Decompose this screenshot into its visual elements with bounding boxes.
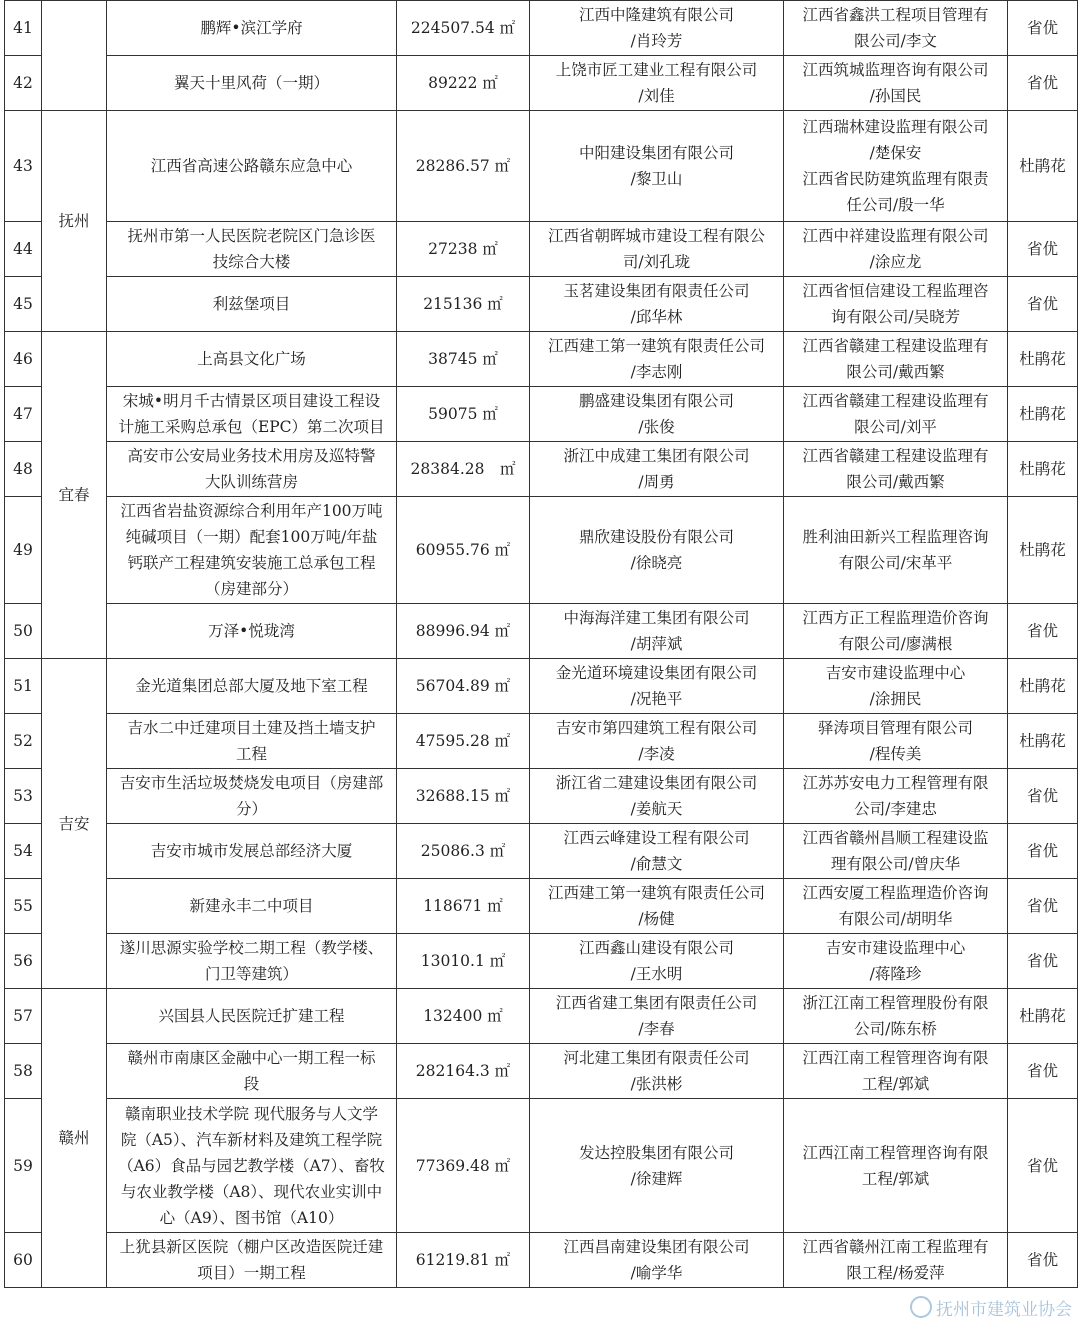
construction-company-line: 中阳建设集团有限公司 <box>578 144 734 162</box>
award-level: 杜鹃花 <box>1008 332 1078 387</box>
supervision-company <box>784 879 1008 934</box>
construction-company <box>530 1233 784 1288</box>
supervision-company-line: 工程/郭斌 <box>861 1075 930 1093</box>
award-level: 杜鹃花 <box>1008 714 1078 769</box>
construction-company-line: /喻学华 <box>630 1264 683 1282</box>
supervision-company-line: /程传美 <box>869 745 922 763</box>
table-row <box>5 1233 1078 1288</box>
construction-company-line: 吉安市第四建筑工程有限公司 <box>555 719 758 737</box>
supervision-company <box>784 442 1008 497</box>
supervision-company-line: 江西省赣建工程建设监理有 <box>802 392 989 410</box>
project-name-line: 纯碱项目（一期）配套100万吨/年盐 <box>125 528 378 546</box>
supervision-company-line: 江西省赣建工程建设监理有 <box>802 447 989 465</box>
supervision-company-line: 江西省赣州江南工程监理有 <box>802 1238 989 1256</box>
construction-company-line: 江西建工第一建筑有限责任公司 <box>547 884 765 902</box>
award-level: 省优 <box>1008 604 1078 659</box>
row-number: 51 <box>5 659 42 714</box>
project-name-line: 宋城•明月千古情景区项目建设工程设 <box>122 392 381 410</box>
building-area: 77369.48 ㎡ <box>397 1099 530 1233</box>
city-cell: 赣州 <box>42 989 107 1288</box>
supervision-company-line: 江西省赣建工程建设监理有 <box>802 337 989 355</box>
construction-company-line: 江西中隆建筑有限公司 <box>578 6 734 24</box>
supervision-company-line: /涂拥民 <box>869 690 922 708</box>
award-level: 杜鹃花 <box>1008 497 1078 604</box>
award-level: 省优 <box>1008 934 1078 989</box>
construction-company-line: 浙江省二建建设集团有限公司 <box>555 774 758 792</box>
project-name-line: 兴国县人民医院迁扩建工程 <box>158 1007 345 1025</box>
row-number: 60 <box>5 1233 42 1288</box>
construction-company-line: /李志刚 <box>630 363 683 381</box>
supervision-company-line: 吉安市建设监理中心 <box>825 664 966 682</box>
award-level: 省优 <box>1008 824 1078 879</box>
award-level: 省优 <box>1008 769 1078 824</box>
row-number: 41 <box>5 1 42 56</box>
supervision-company-line: 限公司/李文 <box>854 32 937 50</box>
construction-company-line: /王水明 <box>630 965 683 983</box>
construction-company-line: 司/刘孔珑 <box>622 253 691 271</box>
project-name <box>107 714 397 769</box>
supervision-company-line: 江苏苏安电力工程管理有限 <box>802 774 989 792</box>
supervision-company-line: 吉安市建设监理中心 <box>825 939 966 957</box>
construction-company-line: /胡萍斌 <box>630 635 683 653</box>
supervision-company <box>784 604 1008 659</box>
building-area: 132400 ㎡ <box>397 989 530 1044</box>
project-name <box>107 604 397 659</box>
supervision-company <box>784 1233 1008 1288</box>
table-row <box>5 497 1078 604</box>
supervision-company <box>784 387 1008 442</box>
supervision-company-line: 任公司/殷一华 <box>846 196 945 214</box>
award-level: 省优 <box>1008 879 1078 934</box>
project-name <box>107 1044 397 1099</box>
table-row <box>5 1044 1078 1099</box>
building-area: 118671 ㎡ <box>397 879 530 934</box>
supervision-company <box>784 1099 1008 1233</box>
table-row <box>5 934 1078 989</box>
supervision-company <box>784 56 1008 111</box>
project-name-line: 吉水二中迁建项目土建及挡土墙支护 <box>127 719 376 737</box>
table-row <box>5 604 1078 659</box>
construction-company <box>530 1 784 56</box>
project-name-line: 技综合大楼 <box>212 253 291 271</box>
building-area: 224507.54 ㎡ <box>397 1 530 56</box>
table-row <box>5 111 1078 222</box>
building-area: 60955.76 ㎡ <box>397 497 530 604</box>
construction-company-line: 江西建工第一建筑有限责任公司 <box>547 337 765 355</box>
supervision-company-line: 有限公司/宋革平 <box>838 554 953 572</box>
city-cell: 吉安 <box>42 659 107 989</box>
construction-company-line: /黎卫山 <box>630 170 683 188</box>
supervision-company-line: 江西安厦工程监理造价咨询 <box>802 884 989 902</box>
construction-company-line: 鼎欣建设股份有限公司 <box>578 528 734 546</box>
award-level: 杜鹃花 <box>1008 387 1078 442</box>
award-projects-table <box>4 0 1078 1288</box>
supervision-company-line: /蒋隆珍 <box>869 965 922 983</box>
row-number: 47 <box>5 387 42 442</box>
table-row <box>5 989 1078 1044</box>
supervision-company-line: 江西江南工程管理咨询有限 <box>802 1049 989 1067</box>
row-number: 44 <box>5 222 42 277</box>
construction-company-line: 玉茗建设集团有限责任公司 <box>563 282 750 300</box>
award-level: 杜鹃花 <box>1008 989 1078 1044</box>
project-name <box>107 111 397 222</box>
row-number: 57 <box>5 989 42 1044</box>
project-name-line: 上高县文化广场 <box>197 350 306 368</box>
construction-company <box>530 442 784 497</box>
row-number: 48 <box>5 442 42 497</box>
construction-company <box>530 934 784 989</box>
construction-company-line: 发达控股集团有限公司 <box>578 1143 734 1162</box>
supervision-company <box>784 659 1008 714</box>
project-name-line: 项目）一期工程 <box>197 1264 306 1282</box>
project-name <box>107 989 397 1044</box>
supervision-company-line: 限公司/刘平 <box>854 418 937 436</box>
row-number: 59 <box>5 1099 42 1233</box>
building-area: 25086.3 ㎡ <box>397 824 530 879</box>
construction-company <box>530 989 784 1044</box>
supervision-company-line: 胜利油田新兴工程监理咨询 <box>802 528 989 546</box>
supervision-company <box>784 989 1008 1044</box>
project-name-line: 赣南职业技术学院 现代服务与人文学 <box>125 1104 378 1123</box>
supervision-company-line: 江西中祥建设监理有限公司 <box>802 227 989 245</box>
supervision-company <box>784 1044 1008 1099</box>
project-name-line: 段 <box>243 1075 260 1093</box>
project-name <box>107 1099 397 1233</box>
project-name-line: 心（A9）、图书馆（A10） <box>159 1208 344 1227</box>
construction-company <box>530 714 784 769</box>
building-area: 47595.28 ㎡ <box>397 714 530 769</box>
supervision-company-line: 驿涛项目管理有限公司 <box>817 719 973 737</box>
supervision-company-line: 有限公司/胡明华 <box>838 910 953 928</box>
construction-company <box>530 659 784 714</box>
project-name-line: 吉安市城市发展总部经济大厦 <box>150 842 353 860</box>
project-name <box>107 659 397 714</box>
table-row <box>5 769 1078 824</box>
building-area: 61219.81 ㎡ <box>397 1233 530 1288</box>
supervision-company <box>784 824 1008 879</box>
supervision-company-line: /孙国民 <box>869 87 922 105</box>
construction-company <box>530 769 784 824</box>
project-name-line: （A6）食品与园艺教学楼（A7）、畜牧 <box>118 1156 385 1175</box>
project-name <box>107 934 397 989</box>
table-row <box>5 879 1078 934</box>
supervision-company-line: 江西省鑫洪工程项目管理有 <box>802 6 989 24</box>
construction-company-line: /刘佳 <box>638 87 675 105</box>
supervision-company <box>784 222 1008 277</box>
construction-company <box>530 56 784 111</box>
supervision-company-line: 理有限公司/曾庆华 <box>830 855 961 873</box>
project-name-line: 江西省高速公路赣东应急中心 <box>150 157 353 175</box>
supervision-company-line: 江西省民防建筑监理有限责 <box>802 170 989 188</box>
table-row <box>5 714 1078 769</box>
supervision-company-line: 江西瑞林建设监理有限公司 <box>802 118 989 136</box>
building-area: 215136 ㎡ <box>397 277 530 332</box>
project-name <box>107 824 397 879</box>
city-cell: 宜春 <box>42 332 107 659</box>
supervision-company <box>784 497 1008 604</box>
award-level: 省优 <box>1008 222 1078 277</box>
supervision-company-line: 浙江江南工程管理股份有限 <box>802 994 989 1012</box>
supervision-company <box>784 769 1008 824</box>
project-name <box>107 879 397 934</box>
construction-company-line: /张俊 <box>638 418 675 436</box>
construction-company-line: 江西省朝晖城市建设工程有限公 <box>547 227 765 245</box>
construction-company-line: /况艳平 <box>630 690 683 708</box>
row-number: 55 <box>5 879 42 934</box>
supervision-company <box>784 1 1008 56</box>
construction-company-line: /杨健 <box>638 910 675 928</box>
supervision-company-line: 工程/郭斌 <box>861 1169 930 1188</box>
construction-company <box>530 111 784 222</box>
building-area: 282164.3 ㎡ <box>397 1044 530 1099</box>
project-name-line: 利兹堡项目 <box>212 295 291 313</box>
supervision-company-line: 江西筑城监理咨询有限公司 <box>802 61 989 79</box>
supervision-company-line: 公司/李建忠 <box>854 800 937 818</box>
building-area: 38745 ㎡ <box>397 332 530 387</box>
watermark-text: 抚州市建筑业协会 <box>936 1299 1072 1320</box>
construction-company-line: 中海海洋建工集团有限公司 <box>563 609 750 627</box>
building-area: 28286.57 ㎡ <box>397 111 530 222</box>
table-body <box>5 1 1078 1288</box>
building-area: 32688.15 ㎡ <box>397 769 530 824</box>
table-row <box>5 332 1078 387</box>
supervision-company-line: 公司/陈东桥 <box>854 1020 937 1038</box>
award-level: 省优 <box>1008 1044 1078 1099</box>
row-number: 54 <box>5 824 42 879</box>
project-name-line: 钙联产工程建筑安装施工总承包工程 <box>127 554 376 572</box>
award-level: 省优 <box>1008 1233 1078 1288</box>
project-name-line: 万泽•悦珑湾 <box>208 622 295 640</box>
row-number: 43 <box>5 111 42 222</box>
row-number: 50 <box>5 604 42 659</box>
award-level: 杜鹃花 <box>1008 659 1078 714</box>
project-name-line: 工程 <box>235 745 267 763</box>
construction-company <box>530 222 784 277</box>
construction-company-line: 上饶市匠工建业工程有限公司 <box>555 61 758 79</box>
supervision-company-line: /涂应龙 <box>869 253 922 271</box>
construction-company-line: /徐建辉 <box>630 1169 683 1188</box>
supervision-company <box>784 277 1008 332</box>
row-number: 46 <box>5 332 42 387</box>
project-name-line: 抚州市第一人民医院老院区门急诊医 <box>127 227 376 245</box>
project-name <box>107 769 397 824</box>
city-cell <box>42 1 107 111</box>
building-area: 13010.1 ㎡ <box>397 934 530 989</box>
association-logo-icon <box>910 1296 932 1318</box>
construction-company <box>530 277 784 332</box>
project-name-line: 门卫等建筑） <box>204 965 298 983</box>
table-row <box>5 1 1078 56</box>
construction-company <box>530 497 784 604</box>
row-number: 56 <box>5 934 42 989</box>
construction-company-line: 浙江中成建工集团有限公司 <box>563 447 750 465</box>
supervision-company-line: 询有限公司/吴晓芳 <box>830 308 961 326</box>
construction-company <box>530 387 784 442</box>
table-row <box>5 277 1078 332</box>
supervision-company-line: 江西省恒信建设工程监理咨 <box>802 282 989 300</box>
construction-company <box>530 332 784 387</box>
project-name-line: 赣州市南康区金融中心一期工程一标 <box>127 1049 376 1067</box>
supervision-company <box>784 934 1008 989</box>
construction-company-line: 金光道环境建设集团有限公司 <box>555 664 758 682</box>
table-row <box>5 387 1078 442</box>
project-name-line: 翼天十里风荷（一期） <box>173 74 329 92</box>
project-name-line: （房建部分） <box>204 580 298 598</box>
project-name-line: 高安市公安局业务技术用房及巡特警 <box>127 447 376 465</box>
construction-company-line: /姜航天 <box>630 800 683 818</box>
supervision-company-line: 有限公司/廖满根 <box>838 635 953 653</box>
construction-company-line: /肖玲芳 <box>630 32 683 50</box>
project-name <box>107 332 397 387</box>
construction-company-line: /周勇 <box>638 473 675 491</box>
project-name-line: 江西省岩盐资源综合利用年产100万吨 <box>120 502 383 520</box>
project-name-line: 吉安市生活垃圾焚烧发电项目（房建部 <box>119 774 384 792</box>
construction-company-line: /张洪彬 <box>630 1075 683 1093</box>
supervision-company <box>784 111 1008 222</box>
supervision-company-line: 限工程/杨爱萍 <box>846 1264 945 1282</box>
construction-company-line: 鹏盛建设集团有限公司 <box>578 392 734 410</box>
row-number: 53 <box>5 769 42 824</box>
project-name-line: 新建永丰二中项目 <box>189 897 314 915</box>
table-row <box>5 442 1078 497</box>
project-name <box>107 1 397 56</box>
project-name-line: 计施工采购总承包（EPC）第二次项目 <box>118 418 385 436</box>
project-name-line: 金光道集团总部大厦及地下室工程 <box>135 677 368 695</box>
table-row <box>5 56 1078 111</box>
award-level: 省优 <box>1008 277 1078 332</box>
table-row <box>5 222 1078 277</box>
city-cell: 抚州 <box>42 111 107 332</box>
project-name-line: 与农业教学楼（A8）、现代农业实训中 <box>120 1182 383 1201</box>
building-area: 59075 ㎡ <box>397 387 530 442</box>
supervision-company-line: 江西省赣州昌顺工程建设监 <box>802 829 989 847</box>
award-level: 省优 <box>1008 56 1078 111</box>
construction-company-line: 江西昌南建设集团有限公司 <box>563 1238 750 1256</box>
watermark <box>910 1294 1072 1320</box>
construction-company <box>530 824 784 879</box>
project-name <box>107 1233 397 1288</box>
building-area: 89222 ㎡ <box>397 56 530 111</box>
row-number: 52 <box>5 714 42 769</box>
construction-company-line: /邱华林 <box>630 308 683 326</box>
project-name-line: 遂川思源实验学校二期工程（教学楼、 <box>119 939 384 957</box>
row-number: 45 <box>5 277 42 332</box>
supervision-company-line: 江西方正工程监理造价咨询 <box>802 609 989 627</box>
construction-company-line: /俞慧文 <box>630 855 683 873</box>
building-area: 56704.89 ㎡ <box>397 659 530 714</box>
row-number: 49 <box>5 497 42 604</box>
project-name <box>107 277 397 332</box>
project-name-line: 大队训练营房 <box>204 473 298 491</box>
supervision-company-line: 江西江南工程管理咨询有限 <box>802 1143 989 1162</box>
row-number: 58 <box>5 1044 42 1099</box>
award-level: 省优 <box>1008 1 1078 56</box>
project-name <box>107 442 397 497</box>
award-level: 省优 <box>1008 1099 1078 1233</box>
construction-company-line: 河北建工集团有限责任公司 <box>563 1049 750 1067</box>
building-area: 28384.28 ㎡ <box>397 442 530 497</box>
project-name-line: 上犹县新区医院（棚户区改造医院迁建 <box>119 1238 384 1256</box>
project-name-line: 院（A5）、汽车新材料及建筑工程学院 <box>120 1130 383 1149</box>
project-name <box>107 222 397 277</box>
construction-company <box>530 879 784 934</box>
project-name-line: 分） <box>235 800 267 818</box>
building-area: 27238 ㎡ <box>397 222 530 277</box>
construction-company-line: /李春 <box>638 1020 675 1038</box>
table-row <box>5 659 1078 714</box>
construction-company-line: /李凌 <box>638 745 675 763</box>
table-row <box>5 824 1078 879</box>
construction-company <box>530 1044 784 1099</box>
supervision-company-line: 限公司/戴西繁 <box>846 363 945 381</box>
construction-company <box>530 604 784 659</box>
project-name <box>107 497 397 604</box>
construction-company-line: 江西省建工集团有限责任公司 <box>555 994 758 1012</box>
building-area: 88996.94 ㎡ <box>397 604 530 659</box>
row-number: 42 <box>5 56 42 111</box>
project-name <box>107 387 397 442</box>
award-level: 杜鹃花 <box>1008 111 1078 222</box>
construction-company <box>530 1099 784 1233</box>
supervision-company <box>784 332 1008 387</box>
project-name-line: 鹏辉•滨江学府 <box>200 19 303 37</box>
supervision-company <box>784 714 1008 769</box>
construction-company-line: 江西鑫山建设有限公司 <box>578 939 734 957</box>
construction-company-line: 江西云峰建设工程有限公司 <box>563 829 750 847</box>
construction-company-line: /徐晓亮 <box>630 554 683 572</box>
project-name <box>107 56 397 111</box>
supervision-company-line: /楚保安 <box>869 144 922 162</box>
award-level: 杜鹃花 <box>1008 442 1078 497</box>
supervision-company-line: 限公司/戴西繁 <box>846 473 945 491</box>
table-row <box>5 1099 1078 1233</box>
